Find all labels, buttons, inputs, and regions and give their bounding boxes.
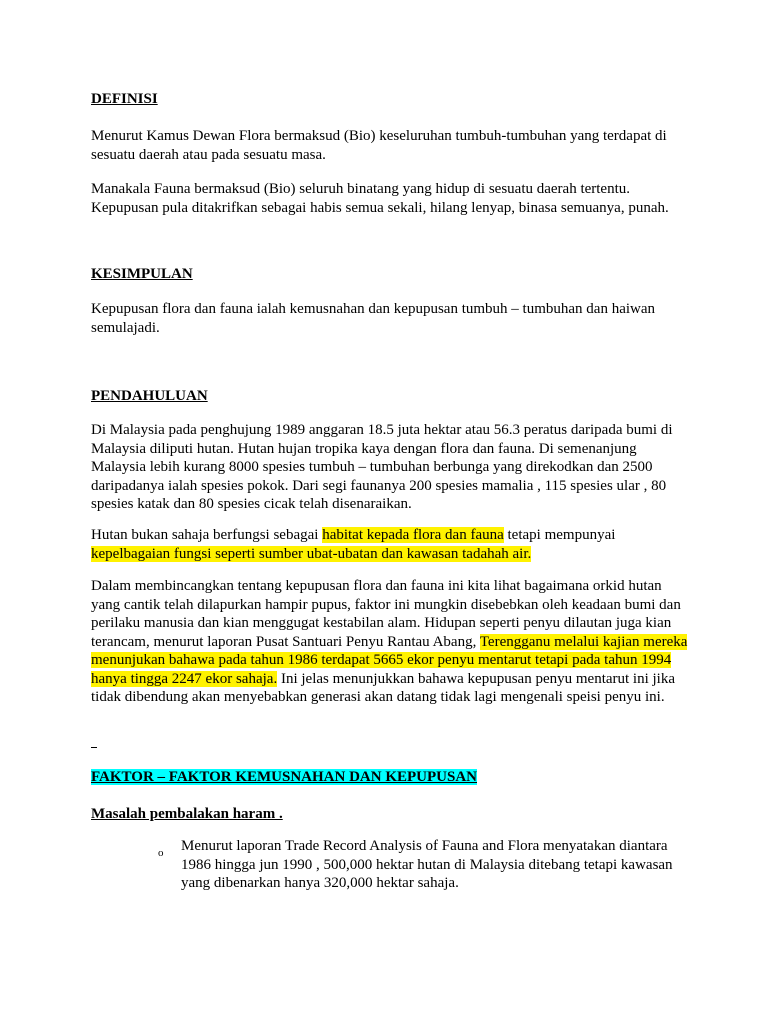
- heading-kesimpulan: KESIMPULAN: [91, 266, 193, 282]
- highlight-kepelbagaian: kepelbagaian fungsi seperti sumber ubat-ubatan dan kawasan tadahah air.: [91, 545, 532, 562]
- paragraph-3-text-b: Ini jelas menunjukkan bahawa kepupusan penyu mentarut ini jika tidak dibendung akan menyebabkan generasi akan datang tidak lagi mengenali speisi penyu ini.: [91, 670, 676, 705]
- heading-faktor: [91, 768, 691, 787]
- paragraph-3-text-a: Dalam membincangkan tentang kepupusan flora dan fauna ini kita lihat bagaimana orkid hutan yang cantik telah dilapurkan hampir pupus, faktor ini mungkin disebebkan oleh keadaan bumi dan perilaku manusia dan kian menggugat kestabilan alam. Hidupan seperti penyu dilautan juga kian terancam, menurut laporan Pusat Santuari Penyu Rantau Abang,: [91, 578, 681, 650]
- paragraph-2-text-a: Hutan bukan sahaja berfungsi sebagai: [91, 527, 323, 543]
- bullet-circle-icon: o: [158, 847, 164, 859]
- heading-definisi: DEFINISI: [91, 91, 158, 107]
- faktor-heading-highlight: FAKTOR – FAKTOR KEMUSNAHAN DAN KEPUPUSAN: [91, 769, 477, 785]
- pendahuluan-paragraph-1: Di Malaysia pada penghujung 1989 anggaran 18.5 juta hektar atau 56.3 peratus daripada bumi di Malaysia diliputi hutan. Hutan hujan tropika kaya dengan flora dan fauna. Di semenanjung Malaysia lebih kurang 8000 spesies tumbuh – tumbuhan berbunga yang direkodkan dan 2500 daripadanya ialah spesies pokok. Dari segi faunanya 200 spesies mamalia , 115 spesies ular , 80 spesies katak dan 80 spesies cicak telah disenaraikan.: [91, 422, 673, 512]
- pendahuluan-paragraph-2: [91, 526, 691, 563]
- subheading-pembalakan: Masalah pembalakan haram .: [91, 806, 283, 822]
- paragraph-2-text-b: tetapi mempunyai: [503, 527, 616, 543]
- list-item: Menurut laporan Trade Record Analysis of Fauna and Flora menyatakan diantara 1986 hingga jun 1990 , 500,000 hektar hutan di Malaysia ditebang tetapi kawasan yang dibenarkan hanya 320,000 hektar sahaja.: [181, 838, 673, 891]
- highlight-terengganu: Terengganu melalui kajian mereka menunjukan bahawa pada tahun 1986 terdapat 5665 ekor penyu mentarut tetapi pada tahun 1994 hanya tingga 2247 ekor sahaja.: [91, 633, 688, 687]
- highlight-habitat: habitat kepada flora dan fauna: [322, 527, 504, 543]
- stray-underline-mark: [91, 747, 97, 748]
- heading-pendahuluan: PENDAHULUAN: [91, 388, 208, 404]
- kesimpulan-paragraph-1: Kepupusan flora dan fauna ialah kemusnahan dan kepupusan tumbuh – tumbuhan dan haiwan semulajadi.: [91, 301, 656, 336]
- definisi-paragraph-1: Menurut Kamus Dewan Flora bermaksud (Bio) keseluruhan tumbuh-tumbuhan yang terdapat di sesuatu daerah atau pada sesuatu masa.: [91, 128, 667, 163]
- pendahuluan-paragraph-3: [91, 577, 691, 707]
- definisi-paragraph-2: Manakala Fauna bermaksud (Bio) seluruh binatang yang hidup di sesuatu daerah tertentu. Kepupusan pula ditakrifkan sebagai habis semua sekali, hilang lenyap, binasa semuanya, punah.: [91, 181, 669, 216]
